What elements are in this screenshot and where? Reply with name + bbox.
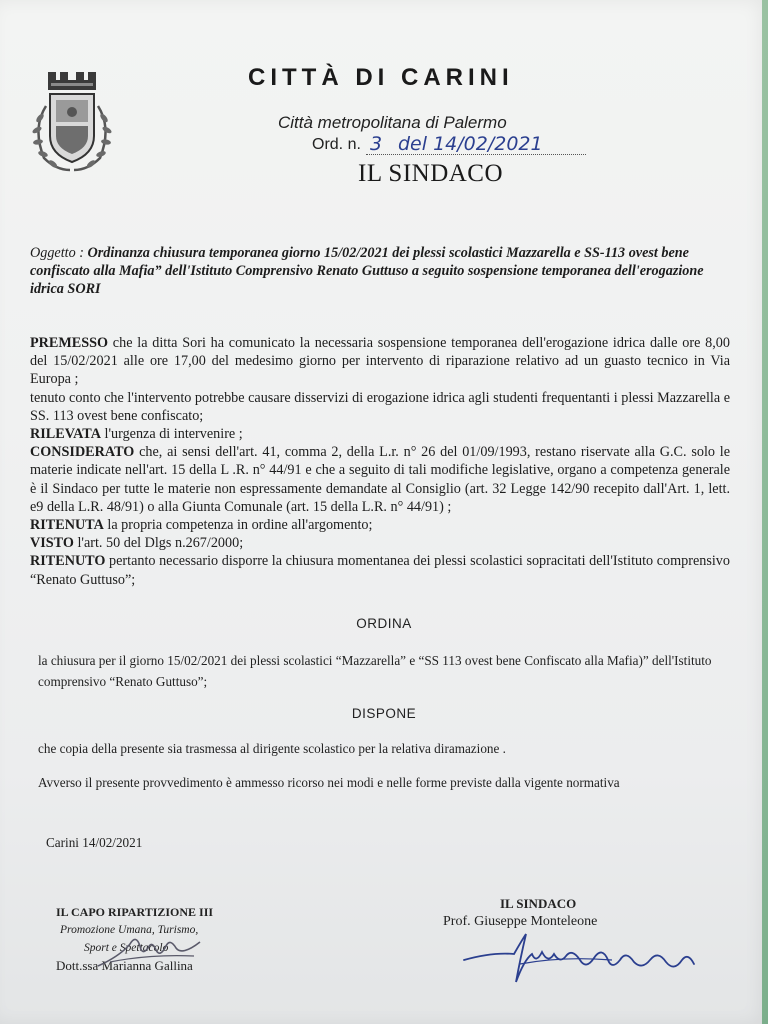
left-signatory-dept-line1: Promozione Umana, Turismo,: [60, 924, 199, 936]
ritenuta-paragraph: RITENUTA la propria competenza in ordine all'argomento;: [30, 517, 373, 534]
ordina-text: la chiusura per il giorno 15/02/2021 dei plessi scolastici “Mazzarella” e “SS 113 ovest bene Confiscato alla Mafia)” dell'Istituto comprensivo “Renato Guttuso”;: [38, 653, 712, 689]
subject-label: Oggetto :: [30, 245, 84, 261]
mayor-signature-icon: [462, 930, 702, 990]
dispone-heading: DISPONE: [351, 706, 417, 721]
appeal-notice: Avverso il presente provvedimento è ammesso ricorso nei modi e nelle forme previste dalla vigente normativa: [38, 775, 620, 790]
premises-block: [30, 334, 730, 589]
considerato-paragraph: CONSIDERATO che, ai sensi dell'art. 41, comma 2, della L.r. n° 26 del 01/09/1993, restano riservate alla G.C. solo le materie indicate nell'art. 15 della L .R. n° 44/91 e che a seguito di tali modifiche legislative, organo a competenza generale è il Sindaco per tutte le materie non espressamente demandate al Consiglio (art. 32 Legge 142/90 recepito dall'Art. 1, lett. e9 della L.R. 48/91) o alla Giunta Comunale (art. 15 della L.R. n° 44/91) ;: [30, 444, 730, 515]
place-date: Carini 14/02/2021: [46, 835, 143, 850]
left-signatory-title: IL CAPO RIPARTIZIONE III: [56, 905, 214, 919]
left-signatory-name: Dott.ssa Marianna Gallina: [56, 958, 193, 973]
ordinance-date: del 14/02/2021: [398, 133, 543, 155]
right-signatory-title: IL SINDACO: [500, 896, 577, 911]
ordinance-number: 3: [370, 133, 383, 155]
ritenuto-paragraph: RITENUTO pertanto necessario disporre la chiusura momentanea dei plessi scolastici sopracitati dell'Istituto comprensivo “Renato Guttuso”;: [30, 553, 730, 588]
subject-paragraph: [30, 244, 730, 299]
city-title: CITTÀ DI CARINI: [248, 64, 514, 91]
subject-text: Ordinanza chiusura temporanea giorno 15/02/2021 dei plessi scolastici Mazzarella e SS-113 ovest bene confiscato alla Mafia” dell'Istituto Comprensivo Renato Guttuso a seguito sospensione temporanea dell'erogazione idrica SORI: [30, 245, 704, 298]
left-signature-icon: [90, 926, 210, 972]
office-heading: IL SINDACO: [358, 160, 504, 187]
left-signatory-dept-line2: Sport e Spettacolo: [84, 942, 169, 954]
tenuto-paragraph: tenuto conto che l'intervento potrebbe causare disservizi di erogazione idrica agli studenti frequentanti i plessi Mazzarella e SS. 113 ovest bene confiscato;: [30, 389, 730, 424]
ordina-heading: ORDINA: [356, 616, 412, 631]
right-signatory-name: Prof. Giuseppe Monteleone: [443, 914, 598, 929]
ordinance-number-label: Ord. n.: [312, 136, 361, 153]
visto-paragraph: VISTO l'art. 50 del Dlgs n.267/2000;: [30, 535, 244, 552]
rilevata-paragraph: RILEVATA l'urgenza di intervenire ;: [30, 426, 243, 443]
metro-subtitle: Città metropolitana di Palermo: [278, 113, 507, 132]
city-crest-icon: [26, 66, 118, 178]
premesso-paragraph: PREMESSO che la ditta Sori ha comunicato la necessaria sospensione temporanea dell'erogazione idrica dalle ore 8,00 del 15/02/2021 alle ore 17,00 del medesimo giorno per intervento di riparazione relativo ad un guasto tecnico in Via Europa ;: [30, 335, 730, 388]
background-edge: [762, 0, 768, 1024]
dispone-text: che copia della presente sia trasmessa al dirigente scolastico per la relativa diramazione .: [38, 741, 506, 756]
